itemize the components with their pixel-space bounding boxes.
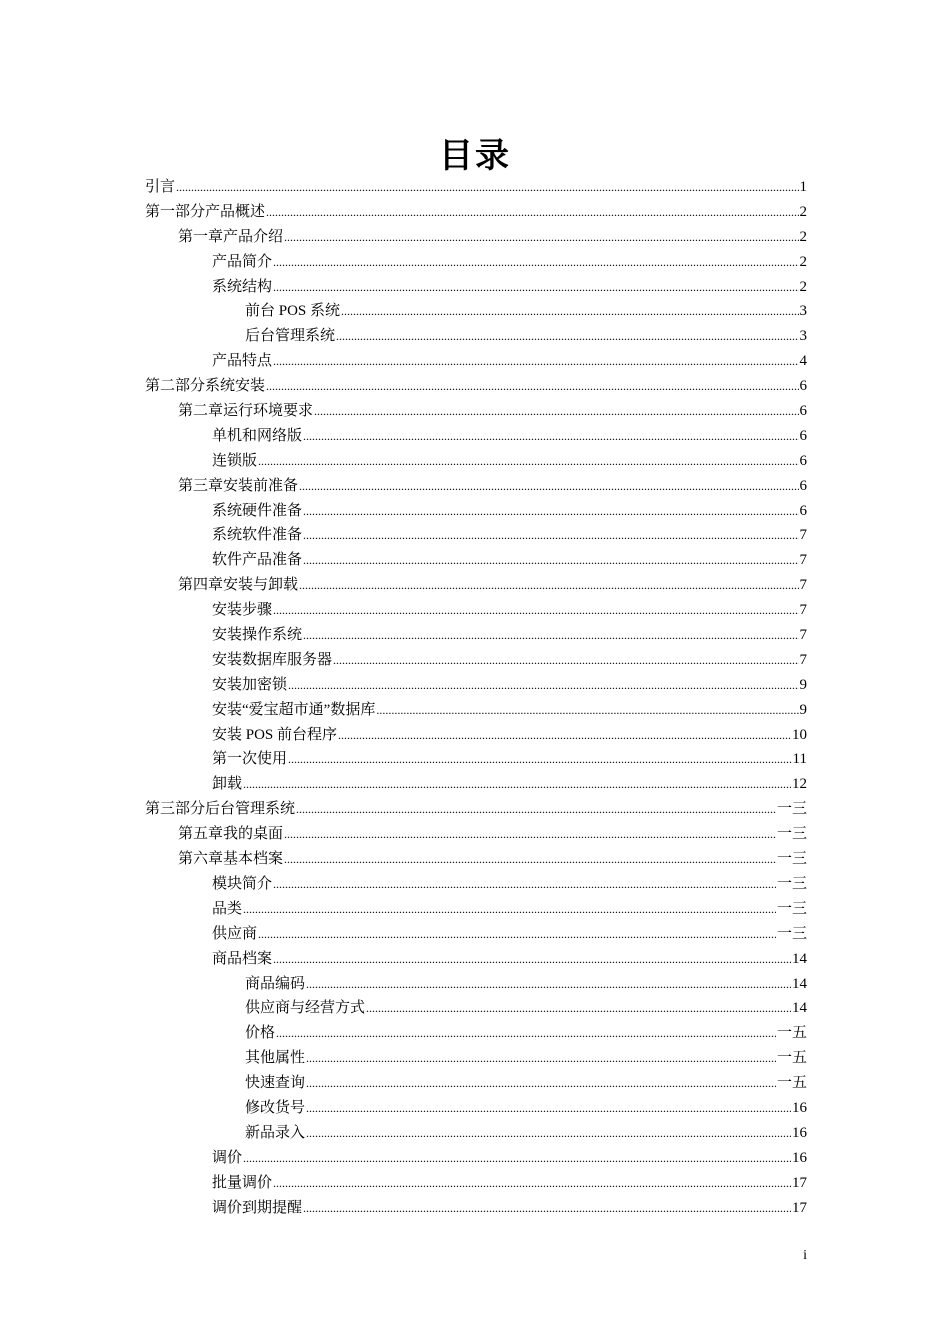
dot-leader bbox=[303, 1196, 791, 1221]
toc-entry-page: 6 bbox=[799, 477, 807, 494]
dot-leader bbox=[273, 250, 798, 275]
toc-entry-label: 安装“爱宝超市通”数据库 bbox=[212, 701, 376, 718]
dot-leader bbox=[303, 623, 798, 648]
table-of-contents bbox=[145, 175, 807, 1220]
toc-entry-page: 2 bbox=[799, 228, 807, 245]
dot-leader bbox=[284, 822, 776, 847]
toc-entry-label: 第三部分后台管理系统 bbox=[145, 801, 296, 818]
toc-entry-label: 供应商与经营方式 bbox=[245, 1000, 366, 1017]
toc-entry[interactable] bbox=[145, 449, 807, 474]
toc-entry[interactable] bbox=[145, 200, 807, 225]
toc-entry[interactable] bbox=[145, 499, 807, 524]
toc-entry[interactable] bbox=[145, 847, 807, 872]
toc-entry-page: 6 bbox=[799, 403, 807, 420]
toc-entry-label: 商品编码 bbox=[245, 975, 306, 992]
toc-entry-page: 一三 bbox=[776, 875, 807, 892]
toc-entry[interactable] bbox=[145, 623, 807, 648]
toc-entry[interactable] bbox=[145, 698, 807, 723]
dot-leader bbox=[243, 772, 791, 797]
dot-leader bbox=[299, 573, 798, 598]
toc-entry[interactable] bbox=[145, 996, 807, 1021]
dot-leader bbox=[366, 996, 791, 1021]
dot-leader bbox=[306, 1121, 791, 1146]
toc-entry-label: 第二部分系统安装 bbox=[145, 378, 266, 395]
dot-leader bbox=[288, 673, 798, 698]
toc-entry[interactable] bbox=[145, 299, 807, 324]
toc-entry-page: 12 bbox=[792, 776, 807, 793]
toc-entry-label: 系统软件准备 bbox=[212, 527, 303, 544]
toc-entry[interactable] bbox=[145, 548, 807, 573]
toc-entry-page: 4 bbox=[799, 353, 807, 370]
dot-leader bbox=[284, 225, 798, 250]
toc-entry-label: 供应商 bbox=[212, 925, 258, 942]
toc-entry-page: 6 bbox=[799, 452, 807, 469]
toc-entry[interactable] bbox=[145, 374, 807, 399]
toc-entry-label: 安装 POS 前台程序 bbox=[212, 726, 338, 743]
toc-entry-page: 7 bbox=[799, 577, 807, 594]
toc-title: 目录 bbox=[439, 136, 511, 176]
toc-entry-page: 10 bbox=[792, 726, 807, 743]
toc-entry[interactable] bbox=[145, 723, 807, 748]
toc-entry-label: 安装操作系统 bbox=[212, 627, 303, 644]
toc-entry-label: 后台管理系统 bbox=[245, 328, 336, 345]
toc-entry-page: 一三 bbox=[776, 826, 807, 843]
toc-entry[interactable] bbox=[145, 1096, 807, 1121]
toc-entry[interactable] bbox=[145, 673, 807, 698]
toc-entry-label: 第一次使用 bbox=[212, 751, 288, 768]
toc-entry-label: 调价到期提醒 bbox=[212, 1199, 303, 1216]
toc-entry-label: 卸载 bbox=[212, 776, 243, 793]
dot-leader bbox=[258, 922, 776, 947]
toc-entry-page: 6 bbox=[799, 427, 807, 444]
toc-entry-label: 调价 bbox=[212, 1149, 243, 1166]
dot-leader bbox=[306, 1071, 776, 1096]
toc-entry-label: 安装加密锁 bbox=[212, 676, 288, 693]
dot-leader bbox=[303, 499, 798, 524]
dot-leader bbox=[273, 349, 798, 374]
toc-entry-label: 新品录入 bbox=[245, 1124, 306, 1141]
toc-entry-page: 7 bbox=[799, 627, 807, 644]
toc-entry[interactable] bbox=[145, 424, 807, 449]
toc-entry[interactable] bbox=[145, 972, 807, 997]
dot-leader bbox=[266, 374, 798, 399]
toc-entry[interactable] bbox=[145, 747, 807, 772]
toc-entry-page: 7 bbox=[799, 552, 807, 569]
dot-leader bbox=[273, 872, 776, 897]
toc-entry-page: 16 bbox=[792, 1149, 807, 1166]
toc-entry-label: 第三章安装前准备 bbox=[178, 477, 299, 494]
dot-leader bbox=[284, 847, 776, 872]
toc-entry-page: 11 bbox=[792, 751, 807, 768]
toc-entry-label: 第五章我的桌面 bbox=[178, 826, 284, 843]
dot-leader bbox=[296, 797, 776, 822]
toc-entry-page: 14 bbox=[792, 975, 807, 992]
toc-entry-page: 17 bbox=[792, 1174, 807, 1191]
toc-entry-label: 品类 bbox=[212, 900, 243, 917]
toc-entry-label: 第一章产品介绍 bbox=[178, 228, 284, 245]
toc-entry-page: 一五 bbox=[776, 1050, 807, 1067]
dot-leader bbox=[276, 1021, 776, 1046]
toc-entry-page: 一三 bbox=[776, 900, 807, 917]
toc-entry-page: 3 bbox=[799, 303, 807, 320]
toc-entry-page: 一五 bbox=[776, 1075, 807, 1092]
toc-entry-label: 产品简介 bbox=[212, 253, 273, 270]
toc-entry[interactable] bbox=[145, 822, 807, 847]
toc-entry-label: 连锁版 bbox=[212, 452, 258, 469]
toc-entry-page: 17 bbox=[792, 1199, 807, 1216]
toc-entry-page: 9 bbox=[799, 701, 807, 718]
toc-entry-label: 安装步骤 bbox=[212, 602, 273, 619]
toc-entry[interactable] bbox=[145, 947, 807, 972]
toc-entry[interactable] bbox=[145, 872, 807, 897]
toc-entry-page: 14 bbox=[792, 950, 807, 967]
toc-entry-label: 第二章运行环境要求 bbox=[178, 403, 314, 420]
toc-entry-page: 2 bbox=[799, 253, 807, 270]
page-number: i bbox=[803, 1248, 807, 1263]
dot-leader bbox=[303, 424, 798, 449]
toc-entry[interactable] bbox=[145, 1021, 807, 1046]
dot-leader bbox=[176, 175, 798, 200]
toc-entry-page: 7 bbox=[799, 527, 807, 544]
dot-leader bbox=[314, 399, 798, 424]
toc-entry[interactable] bbox=[145, 772, 807, 797]
toc-entry-label: 单机和网络版 bbox=[212, 427, 303, 444]
toc-entry-page: 一三 bbox=[776, 801, 807, 818]
toc-entry-label: 修改货号 bbox=[245, 1099, 306, 1116]
dot-leader bbox=[243, 1146, 791, 1171]
toc-entry[interactable] bbox=[145, 1196, 807, 1221]
toc-entry[interactable] bbox=[145, 349, 807, 374]
toc-entry-page: 16 bbox=[792, 1099, 807, 1116]
toc-entry-label: 产品特点 bbox=[212, 353, 273, 370]
dot-leader bbox=[243, 897, 776, 922]
toc-entry-label: 快速查询 bbox=[245, 1075, 306, 1092]
toc-entry[interactable] bbox=[145, 474, 807, 499]
dot-leader bbox=[306, 1096, 791, 1121]
toc-entry[interactable] bbox=[145, 399, 807, 424]
toc-entry-label: 第一部分产品概述 bbox=[145, 203, 266, 220]
dot-leader bbox=[273, 947, 791, 972]
dot-leader bbox=[341, 299, 798, 324]
toc-entry-label: 其他属性 bbox=[245, 1050, 306, 1067]
toc-entry[interactable] bbox=[145, 225, 807, 250]
toc-entry-label: 前台 POS 系统 bbox=[245, 303, 341, 320]
toc-entry-label: 第六章基本档案 bbox=[178, 851, 284, 868]
toc-entry[interactable] bbox=[145, 175, 807, 200]
toc-entry-page: 7 bbox=[799, 651, 807, 668]
toc-entry-page: 一五 bbox=[776, 1025, 807, 1042]
dot-leader bbox=[273, 275, 798, 300]
dot-leader bbox=[266, 200, 798, 225]
dot-leader bbox=[288, 747, 792, 772]
toc-entry[interactable] bbox=[145, 523, 807, 548]
toc-entry[interactable] bbox=[145, 1046, 807, 1071]
toc-entry-label: 批量调价 bbox=[212, 1174, 273, 1191]
dot-leader bbox=[273, 598, 798, 623]
toc-entry-page: 16 bbox=[792, 1124, 807, 1141]
dot-leader bbox=[333, 648, 798, 673]
toc-entry[interactable] bbox=[145, 598, 807, 623]
dot-leader bbox=[306, 972, 791, 997]
toc-entry[interactable] bbox=[145, 897, 807, 922]
dot-leader bbox=[258, 449, 798, 474]
toc-entry-label: 系统结构 bbox=[212, 278, 273, 295]
toc-entry[interactable] bbox=[145, 1171, 807, 1196]
toc-entry[interactable] bbox=[145, 324, 807, 349]
dot-leader bbox=[299, 474, 798, 499]
toc-entry-label: 引言 bbox=[145, 179, 176, 195]
toc-entry-page: 6 bbox=[799, 502, 807, 519]
toc-entry-page: 6 bbox=[799, 378, 807, 395]
toc-entry[interactable] bbox=[145, 1071, 807, 1096]
toc-entry[interactable] bbox=[145, 250, 807, 275]
toc-entry[interactable] bbox=[145, 648, 807, 673]
toc-entry[interactable] bbox=[145, 922, 807, 947]
toc-entry-label: 商品档案 bbox=[212, 950, 273, 967]
toc-entry[interactable] bbox=[145, 275, 807, 300]
toc-entry-page: 2 bbox=[799, 203, 807, 220]
toc-entry-page: 一三 bbox=[776, 851, 807, 868]
dot-leader bbox=[376, 698, 798, 723]
toc-entry-page: 2 bbox=[799, 278, 807, 295]
toc-entry[interactable] bbox=[145, 573, 807, 598]
toc-entry-label: 软件产品准备 bbox=[212, 552, 303, 569]
dot-leader bbox=[303, 523, 798, 548]
toc-entry-label: 价格 bbox=[245, 1025, 276, 1042]
toc-entry-page: 3 bbox=[799, 328, 807, 345]
dot-leader bbox=[303, 548, 798, 573]
toc-entry-label: 模块简介 bbox=[212, 875, 273, 892]
dot-leader bbox=[336, 324, 798, 349]
toc-entry-page: 1 bbox=[799, 179, 807, 195]
dot-leader bbox=[273, 1171, 791, 1196]
toc-entry-label: 系统硬件准备 bbox=[212, 502, 303, 519]
toc-entry[interactable] bbox=[145, 1146, 807, 1171]
toc-entry-label: 安装数据库服务器 bbox=[212, 651, 333, 668]
toc-entry-label: 第四章安装与卸载 bbox=[178, 577, 299, 594]
toc-entry-page: 一三 bbox=[776, 925, 807, 942]
toc-entry-page: 9 bbox=[799, 676, 807, 693]
toc-entry-page: 14 bbox=[792, 1000, 807, 1017]
toc-entry[interactable] bbox=[145, 797, 807, 822]
toc-entry-page: 7 bbox=[799, 602, 807, 619]
toc-entry[interactable] bbox=[145, 1121, 807, 1146]
dot-leader bbox=[338, 723, 791, 748]
dot-leader bbox=[306, 1046, 776, 1071]
